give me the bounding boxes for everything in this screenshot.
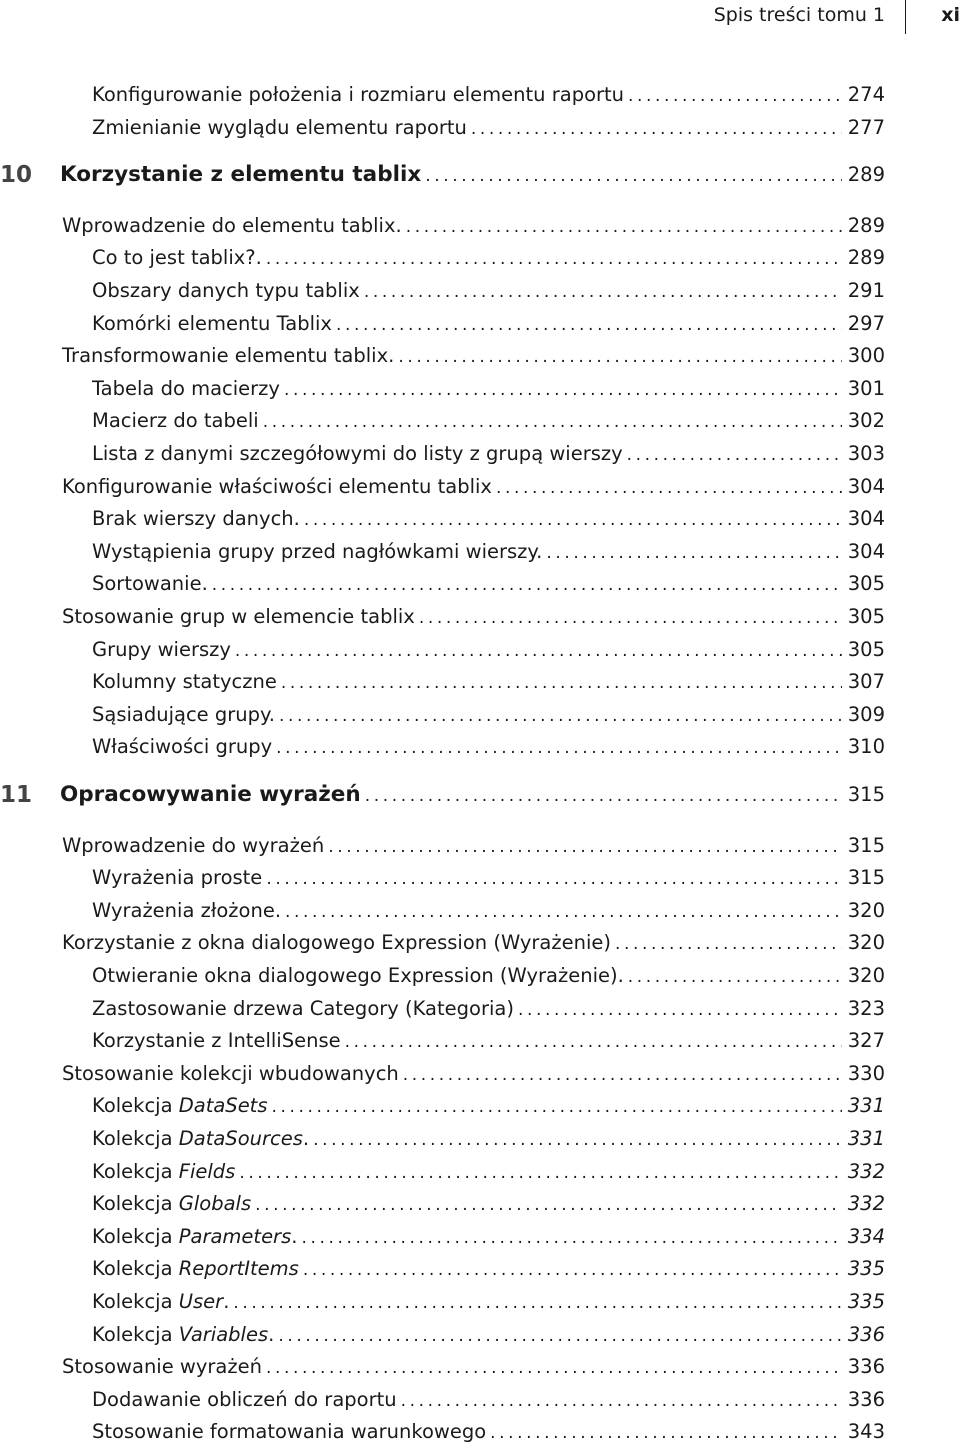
- toc-entry-title: Wyrażenia złożone.: [92, 898, 282, 922]
- toc-page-number: 307: [847, 670, 885, 694]
- toc-page-number: 320: [847, 931, 885, 955]
- toc-page-number: 274: [847, 83, 885, 106]
- toc-chapter-entry[interactable]: [0, 160, 885, 190]
- dot-leader: [301, 1223, 841, 1253]
- toc-page-number: 331: [847, 1094, 885, 1118]
- toc-page-number: 335: [847, 1257, 885, 1281]
- toc-entry[interactable]: [0, 1320, 885, 1350]
- toc-entry[interactable]: [0, 700, 885, 730]
- toc-entry-title: Dodawanie obliczeń do raportu: [92, 1387, 397, 1411]
- toc-page-number: 310: [847, 735, 885, 759]
- toc-entry[interactable]: [0, 569, 885, 599]
- dot-leader: [471, 114, 842, 144]
- toc-entry-title: Właściwości grupy: [92, 735, 273, 759]
- dot-leader: [278, 1321, 841, 1351]
- dot-leader: [233, 1288, 841, 1318]
- toc-entry[interactable]: [0, 309, 885, 339]
- toc-page-number: 309: [847, 702, 885, 726]
- toc-entry[interactable]: [0, 1417, 885, 1447]
- toc-entry-title: Tabela do macierzy: [92, 376, 280, 400]
- toc-entry-title: Kolekcja DataSources.: [92, 1127, 310, 1150]
- chapter-number: 10: [0, 162, 33, 189]
- toc-entry-title: Lista z danymi szczegółowymi do listy z grupą wierszy: [92, 442, 623, 465]
- toc-entry[interactable]: [0, 80, 885, 110]
- toc-entry-title: Stosowanie wyrażeń: [62, 1355, 262, 1379]
- toc-page-number: 330: [847, 1061, 885, 1085]
- toc-entry-title: Brak wierszy danych.: [92, 507, 300, 531]
- toc-entry[interactable]: [0, 537, 885, 567]
- toc-page-number: 291: [847, 279, 885, 302]
- toc-entry[interactable]: [0, 472, 885, 502]
- running-head-title: Spis treści tomu 1: [713, 4, 885, 26]
- toc-entry-title: Kolekcja Fields: [92, 1159, 236, 1183]
- page-header: [0, 0, 960, 30]
- dot-leader: [403, 1060, 842, 1090]
- toc-entry[interactable]: [0, 1287, 885, 1317]
- header-divider: [905, 0, 906, 34]
- dot-leader: [239, 1158, 841, 1188]
- toc-entry[interactable]: [0, 1026, 885, 1056]
- toc-entry-title: Wprowadzenie do wyrażeń: [62, 833, 325, 857]
- dot-leader: [628, 81, 842, 111]
- dot-leader: [266, 864, 841, 894]
- toc-entry-title: Co to jest tablix?.: [92, 246, 262, 270]
- dot-leader: [419, 603, 842, 633]
- toc-entry[interactable]: [0, 831, 885, 861]
- dot-leader: [546, 538, 841, 568]
- toc-entry[interactable]: [0, 1385, 885, 1415]
- toc-entry[interactable]: [0, 994, 885, 1024]
- page-number: xi: [941, 4, 960, 26]
- toc-page-number: 302: [847, 409, 885, 433]
- toc-entry-title: Konfigurowanie właściwości elementu tablix: [62, 474, 492, 498]
- toc-entry-title: Sortowanie.: [92, 572, 208, 596]
- dot-leader: [281, 668, 842, 698]
- toc-entry[interactable]: [0, 374, 885, 404]
- dot-leader: [304, 505, 842, 535]
- toc-page-number: 305: [847, 637, 885, 661]
- toc-page-number: 332: [847, 1192, 885, 1216]
- dot-leader: [627, 440, 842, 470]
- toc-page-number: 289: [847, 163, 885, 187]
- toc-entry-title: Kolekcja Globals: [92, 1192, 252, 1216]
- dot-leader: [328, 832, 842, 862]
- dot-leader: [276, 733, 842, 763]
- toc-entry-title: Konfigurowanie położenia i rozmiaru elementu raportu: [92, 83, 625, 106]
- dot-leader: [628, 962, 842, 992]
- toc-entry[interactable]: [0, 113, 885, 143]
- toc-page-number: 336: [847, 1387, 885, 1411]
- toc-entry[interactable]: [0, 504, 885, 534]
- toc-page-number: 289: [847, 213, 885, 237]
- toc-page-number: 332: [847, 1159, 885, 1183]
- toc-page-number: 331: [847, 1127, 885, 1150]
- toc-page-number: 289: [847, 246, 885, 270]
- dot-leader: [406, 212, 842, 242]
- dot-leader: [345, 1027, 842, 1057]
- toc-entry[interactable]: [0, 1157, 885, 1187]
- toc-entry-title: Wystąpienia grupy przed nagłówkami wierszy.: [92, 539, 543, 563]
- toc-entry-title: Macierz do tabeli: [92, 409, 259, 433]
- toc-entry-title: Opracowywanie wyrażeń: [60, 782, 361, 807]
- dot-leader: [425, 161, 842, 191]
- dot-leader: [212, 570, 842, 600]
- dot-leader: [235, 636, 842, 666]
- toc-page-number: 315: [847, 866, 885, 890]
- toc-entry[interactable]: [0, 667, 885, 697]
- toc-page-number: 320: [847, 964, 885, 987]
- toc-entry[interactable]: [0, 243, 885, 273]
- dot-leader: [615, 929, 842, 959]
- toc-entry[interactable]: [0, 341, 885, 371]
- toc-entry[interactable]: [0, 1059, 885, 1089]
- toc-page-number: 304: [847, 507, 885, 531]
- toc-entry[interactable]: [0, 863, 885, 893]
- toc-page-number: 327: [847, 1029, 885, 1053]
- toc-entry-title: Wyrażenia proste: [92, 866, 263, 890]
- toc-page-number: 304: [847, 474, 885, 498]
- toc-entry[interactable]: [0, 961, 885, 991]
- toc-page-number: 303: [847, 442, 885, 465]
- toc-entry-title: Zmienianie wyglądu elementu raportu: [92, 115, 467, 139]
- toc-entry[interactable]: [0, 1254, 885, 1284]
- dot-leader: [279, 701, 842, 731]
- dot-leader: [272, 1092, 842, 1122]
- toc-page-number: 334: [847, 1224, 885, 1248]
- toc-entry-title: Kolekcja User.: [92, 1290, 230, 1313]
- toc-entry-title: Wprowadzenie do elementu tablix.: [62, 213, 402, 237]
- toc-entry[interactable]: [0, 1091, 885, 1121]
- dot-leader: [313, 1125, 842, 1155]
- toc-entry-title: Stosowanie grup w elemencie tablix: [62, 605, 415, 628]
- toc-entry[interactable]: [0, 1124, 885, 1154]
- toc-entry[interactable]: [0, 928, 885, 958]
- toc-entry-title: Sąsiadujące grupy.: [92, 702, 275, 726]
- dot-leader: [266, 1353, 842, 1383]
- toc-entry-title: Korzystanie z okna dialogowego Expression (Wyrażenie): [62, 931, 611, 955]
- dot-leader: [496, 473, 842, 503]
- toc-page-number: 297: [847, 311, 885, 335]
- toc-entry[interactable]: [0, 1352, 885, 1382]
- toc-entry-title: Kolumny statyczne: [92, 670, 277, 694]
- toc-entry-title: Grupy wierszy: [92, 637, 231, 661]
- toc-page-number: 336: [847, 1322, 885, 1346]
- toc-entry[interactable]: [0, 896, 885, 926]
- chapter-number: 11: [0, 782, 33, 808]
- dot-leader: [364, 277, 842, 307]
- toc-entry-title: Obszary danych typu tablix: [92, 279, 360, 302]
- dot-leader: [255, 1190, 842, 1220]
- toc-entry[interactable]: [0, 439, 885, 469]
- dot-leader: [336, 310, 842, 340]
- dot-leader: [285, 897, 842, 927]
- toc-entry-title: Transformowanie elementu tablix.: [62, 344, 395, 368]
- toc-page-number: 320: [847, 898, 885, 922]
- dot-leader: [518, 995, 842, 1025]
- dot-leader: [401, 1386, 842, 1416]
- toc-page-number: 343: [847, 1420, 885, 1444]
- toc-entry-title: Komórki elementu Tablix: [92, 311, 332, 335]
- toc-entry-title: Stosowanie formatowania warunkowego: [92, 1420, 487, 1444]
- toc-entry-title: Kolekcja DataSets: [92, 1094, 268, 1118]
- toc-page-number: 315: [847, 783, 885, 806]
- toc-page-number: 315: [847, 833, 885, 857]
- dot-leader: [284, 375, 842, 405]
- toc-entry-title: Stosowanie kolekcji wbudowanych: [62, 1061, 399, 1085]
- toc-entry[interactable]: [0, 602, 885, 632]
- toc-entry[interactable]: [0, 732, 885, 762]
- toc-entry[interactable]: [0, 211, 885, 241]
- toc-entry[interactable]: [0, 635, 885, 665]
- dot-leader: [490, 1418, 842, 1448]
- toc-entry[interactable]: [0, 406, 885, 436]
- toc-entry-title: Korzystanie z IntelliSense: [92, 1029, 341, 1053]
- toc-page-number: 335: [847, 1290, 885, 1313]
- toc-entry-title: Kolekcja Parameters.: [92, 1224, 298, 1248]
- toc-entry[interactable]: [0, 276, 885, 306]
- toc-page-number: 301: [847, 376, 885, 400]
- toc-page-number: 305: [847, 605, 885, 628]
- toc-chapter-entry[interactable]: [0, 780, 885, 810]
- toc-page-number: 277: [847, 115, 885, 139]
- dot-leader: [303, 1255, 842, 1285]
- toc-entry-title: Korzystanie z elementu tablix: [60, 162, 422, 188]
- dot-leader: [263, 407, 842, 437]
- toc-entry[interactable]: [0, 1222, 885, 1252]
- toc-entry-title: Zastosowanie drzewa Category (Kategoria): [92, 996, 514, 1020]
- dot-leader: [365, 781, 842, 811]
- toc-page-number: 300: [847, 344, 885, 368]
- toc-entry[interactable]: [0, 1189, 885, 1219]
- toc-page-number: 305: [847, 572, 885, 596]
- toc-entry-title: Kolekcja Variables.: [92, 1322, 275, 1346]
- dot-leader: [266, 244, 842, 274]
- toc-entry-title: Otwieranie okna dialogowego Expression (Wyrażenie).: [92, 964, 624, 987]
- toc-page-number: 323: [847, 996, 885, 1020]
- toc-entry-title: Kolekcja ReportItems: [92, 1257, 299, 1281]
- toc-page-number: 304: [847, 539, 885, 563]
- dot-leader: [398, 342, 841, 372]
- toc-page-number: 336: [847, 1355, 885, 1379]
